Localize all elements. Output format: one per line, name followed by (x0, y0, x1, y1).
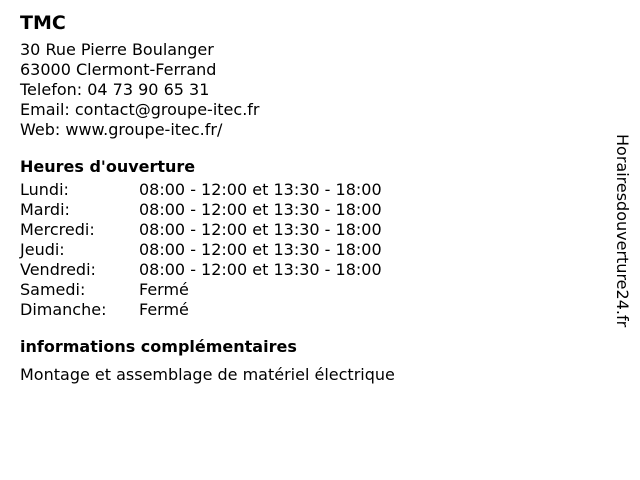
day-label: Dimanche: (20, 300, 107, 319)
day-label: Mardi: (20, 200, 70, 219)
time-range: 08:00 - 12:00 et 13:30 - 18:00 (139, 260, 382, 279)
hours-row (20, 200, 382, 220)
postal-city: 63000 Clermont-Ferrand (20, 60, 217, 79)
day-label: Vendredi: (20, 260, 96, 279)
time-range: Fermé (139, 280, 189, 299)
day-label: Mercredi: (20, 220, 95, 239)
hours-row (20, 180, 382, 200)
day-label: Jeudi: (20, 240, 65, 259)
time-range: 08:00 - 12:00 et 13:30 - 18:00 (139, 220, 382, 239)
time-range: Fermé (139, 300, 189, 319)
hours-row (20, 260, 382, 280)
hours-row (20, 300, 382, 320)
business-card (20, 10, 580, 385)
hours-heading: Heures d'ouverture (20, 157, 196, 176)
street-address: 30 Rue Pierre Boulanger (20, 40, 214, 59)
time-range: 08:00 - 12:00 et 13:30 - 18:00 (139, 200, 382, 219)
hours-row (20, 240, 382, 260)
additional-info-heading: informations complémentaires (20, 337, 297, 356)
phone-line: Telefon: 04 73 90 65 31 (20, 80, 210, 99)
day-label: Lundi: (20, 180, 69, 199)
hours-row (20, 280, 382, 300)
additional-info-text: Montage et assemblage de matériel électrique (20, 365, 395, 384)
address-block (20, 40, 580, 140)
hours-row (20, 220, 382, 240)
company-name: TMC (20, 12, 66, 34)
website-line: Web: www.groupe-itec.fr/ (20, 120, 223, 139)
time-range: 08:00 - 12:00 et 13:30 - 18:00 (139, 240, 382, 259)
hours-table (20, 180, 382, 320)
day-label: Samedi: (20, 280, 86, 299)
email-line: Email: contact@groupe-itec.fr (20, 100, 260, 119)
time-range: 08:00 - 12:00 et 13:30 - 18:00 (139, 180, 382, 199)
watermark-text: Horairesdouverture24.fr (613, 134, 632, 328)
